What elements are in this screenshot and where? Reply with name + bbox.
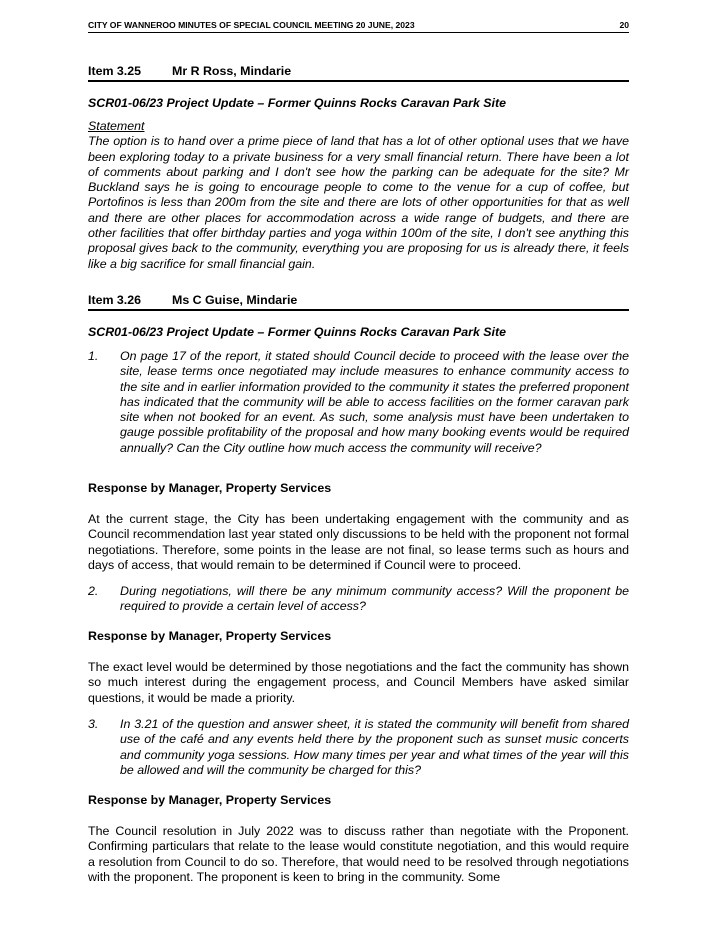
- statement-label: Statement: [88, 119, 145, 133]
- question-text: During negotiations, will there be any minimum community access? Will the proponent be required to provide a certain level of access?: [120, 584, 629, 614]
- response-heading: Response by Manager, Property Services: [88, 793, 332, 807]
- question-1: [88, 349, 629, 456]
- response-heading: Response by Manager, Property Services: [88, 629, 332, 643]
- statement-block: [88, 119, 629, 272]
- item-name: Ms C Guise, Mindarie: [172, 293, 298, 307]
- question-number: 1.: [88, 349, 99, 363]
- response-text: At the current stage, the City has been undertaking engagement with the community and as Council recommendation last year stated only discussions to be held with the proponent not formal negotiations. Therefore, some points in the lease are not final, so lease terms such as hours and days of access, that would remain to be determined if Council were to proceed.: [88, 512, 629, 572]
- item-heading-3-26: [88, 293, 629, 311]
- response-heading: Response by Manager, Property Services: [88, 481, 332, 495]
- page-number: 20: [619, 20, 629, 30]
- item-subject: SCR01-06/23 Project Update – Former Quinns Rocks Caravan Park Site: [88, 325, 507, 339]
- question-number: 3.: [88, 717, 99, 731]
- statement-text: The option is to hand over a prime piece of land that has a lot of other optional uses that we have been exploring today to a private business for a very small financial return. There have been a lot of comments about parking and I don't see how the parking can be adequate for the site? Mr Buckland says he is going to encourage people to come to the venue for a cup of coffee, but Portofinos is less than 200m from the site and there are lots of other opportunities for that as well and there are other places for accommodation across a wide range of budgets, and there are other facilities that offer birthday parties and yoga within 100m of the site, I don't see anything this proposal gives back to the community, everything you are proposing for us is already there, it feels like a big sacrifice for small financial gain.: [88, 134, 629, 271]
- item-name: Mr R Ross, Mindarie: [172, 64, 292, 78]
- item-number: Item 3.26: [88, 293, 142, 307]
- response-text: The Council resolution in July 2022 was to discuss rather than negotiate with the Proponent. Confirming particulars that relate to the lease would constitute negotiation, and this would require a resolution from Council to do so. Therefore, that would need to be resolved through negotiations with the proponent. The proponent is keen to bring in the community. Some: [88, 824, 629, 884]
- header-title: CITY OF WANNEROO MINUTES OF SPECIAL COUNCIL MEETING 20 JUNE, 2023: [88, 20, 415, 30]
- question-2: [88, 584, 629, 615]
- item-heading-3-25: [88, 64, 629, 82]
- question-3: [88, 717, 629, 778]
- response-text: The exact level would be determined by those negotiations and the fact the community has shown so much interest during the engagement process, and Council Members have asked similar questions, it would be made a priority.: [88, 660, 629, 705]
- question-text: On page 17 of the report, it stated should Council decide to proceed with the lease over the site, lease terms once negotiated may include measures to enhance community access to the site and in earlier information provided to the community it states the preferred proponent has indicated that the community will be able to access facilities on the former caravan park site when not booked for an event. As such, some analysis must have been undertaken to gauge possible profitability of the proposal and how many booking events would be required annually? Can the City outline how much access the community will receive?: [120, 349, 629, 455]
- question-text: In 3.21 of the question and answer sheet, it is stated the community will benefit from shared use of the café and any events held there by the proponent such as sunset music concerts and community yoga sessions. How many times per year and what times of the year will this be allowed and will the community be charged for this?: [120, 717, 629, 777]
- running-header: [88, 20, 629, 33]
- item-number: Item 3.25: [88, 64, 142, 78]
- item-subject: SCR01-06/23 Project Update – Former Quinns Rocks Caravan Park Site: [88, 96, 507, 110]
- question-number: 2.: [88, 584, 99, 598]
